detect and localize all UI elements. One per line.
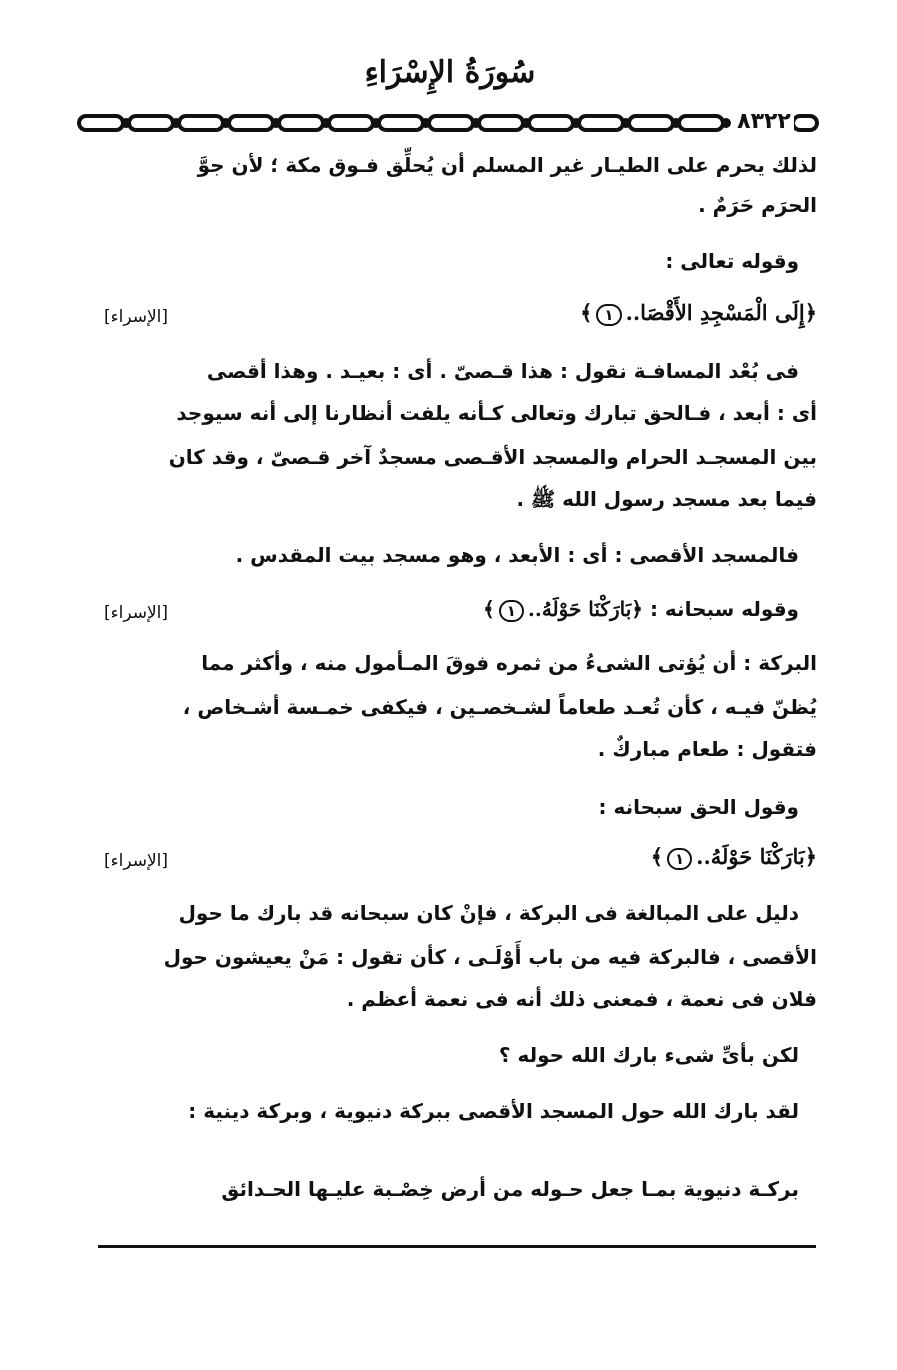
surah-title: سُورَةُ الإِسْرَاءِ <box>364 55 536 90</box>
text-line: البركة : أن يُؤتى الشىءُ من ثمره فوقَ المـأمول منه ، وأكثر مما <box>201 651 817 675</box>
chain-link <box>479 116 523 130</box>
verse-reference: [الإسراء] <box>104 307 169 327</box>
quran-verse <box>580 298 817 328</box>
verse-number: ١ <box>667 848 692 870</box>
verse-intro: وقوله سبحانه : <box>649 597 799 621</box>
chain-link <box>379 116 423 130</box>
text-line: فتقول : طعام مباركٌ . <box>597 737 817 761</box>
text-line: أى : أبعد ، فـالحق تبارك وتعالى كـأنه يلفت أنظارنا إلى أنه سيوجد <box>176 401 817 425</box>
chain-link <box>179 116 223 130</box>
verse-close: ﴾ <box>483 597 495 621</box>
text-line: فى بُعْد المسافـة نقول : هذا قـصىّ . أى : بعيـد . وهذا أقصى <box>206 359 799 383</box>
chain-link <box>793 116 817 130</box>
text-line: وقول الحق سبحانه : <box>598 795 799 819</box>
verse-number: ١ <box>596 304 621 326</box>
verse-line <box>483 594 799 624</box>
text-line: فلان فى نعمة ، فمعنى ذلك أنه فى نعمة أعظم . <box>346 987 817 1011</box>
ornamental-border <box>75 108 820 138</box>
verse-number: ١ <box>499 600 524 622</box>
footer-rule <box>98 1245 816 1248</box>
text-line: دليل على المبالغة فى البركة ، فإنْ كان سبحانه قد بارك ما حول <box>178 901 799 925</box>
chain-link <box>629 116 673 130</box>
chain-link <box>279 116 323 130</box>
verse-text: ﴿بَارَكْنَا حَوْلَهُ.. <box>696 844 817 869</box>
text-line: وقوله تعالى : <box>665 249 799 273</box>
verse-text: ﴿إِلَى الْمَسْجِدِ الأَقْصَا.. <box>625 300 817 325</box>
text-line: بين المسجـد الحرام والمسجد الأقـصى مسجدٌ آخر قـصىّ ، وقد كان <box>168 445 817 469</box>
verse-close: ﴾ <box>650 844 663 869</box>
chain-link <box>79 116 123 130</box>
chain-link <box>429 116 473 130</box>
chain-link <box>579 116 623 130</box>
page-number: ٨٣٢٢ <box>734 108 794 136</box>
chain-link <box>229 116 273 130</box>
chain-dot <box>723 120 729 126</box>
text-line: لقد بارك الله حول المسجد الأقصى ببركة دنيوية ، وبركة دينية : <box>188 1099 799 1123</box>
quran-verse <box>651 842 817 872</box>
chain-link <box>529 116 573 130</box>
verse-close: ﴾ <box>580 300 593 325</box>
text-line: لذلك يحرم على الطيـار غير المسلم أن يُحلِّق فـوق مكة ؛ لأن جوَّ <box>197 153 817 177</box>
text-line: فالمسجد الأقصى : أى : الأبعد ، وهو مسجد بيت المقدس . <box>235 543 799 567</box>
text-line: يُظنّ فيـه ، كأن تُعـد طعاماً لشـخصـين ، فيكفى خمـسة أشـخاص ، <box>182 695 817 719</box>
text-line: لكن بأىِّ شىء بارك الله حوله ؟ <box>498 1043 799 1067</box>
text-line: فيما بعد مسجد رسول الله ﷺ . <box>516 487 817 511</box>
text-line: بركـة دنيوية بمـا جعل حـوله من أرض خِصْـبة عليـها الحـدائق <box>221 1177 799 1201</box>
chain-link <box>679 116 723 130</box>
verse-text: ﴿بَارَكْنَا حَوْلَهُ.. <box>527 597 643 621</box>
chain-link <box>329 116 373 130</box>
chain-link <box>129 116 173 130</box>
text-line: الأقصى ، فالبركة فيه من باب أَوْلَـى ، كأن تقول : مَنْ يعيشون حول <box>163 945 817 969</box>
verse-reference: [الإسراء] <box>104 603 169 623</box>
verse-reference: [الإسراء] <box>104 851 169 871</box>
text-line: الحرَم حَرَمٌ . <box>698 193 817 217</box>
